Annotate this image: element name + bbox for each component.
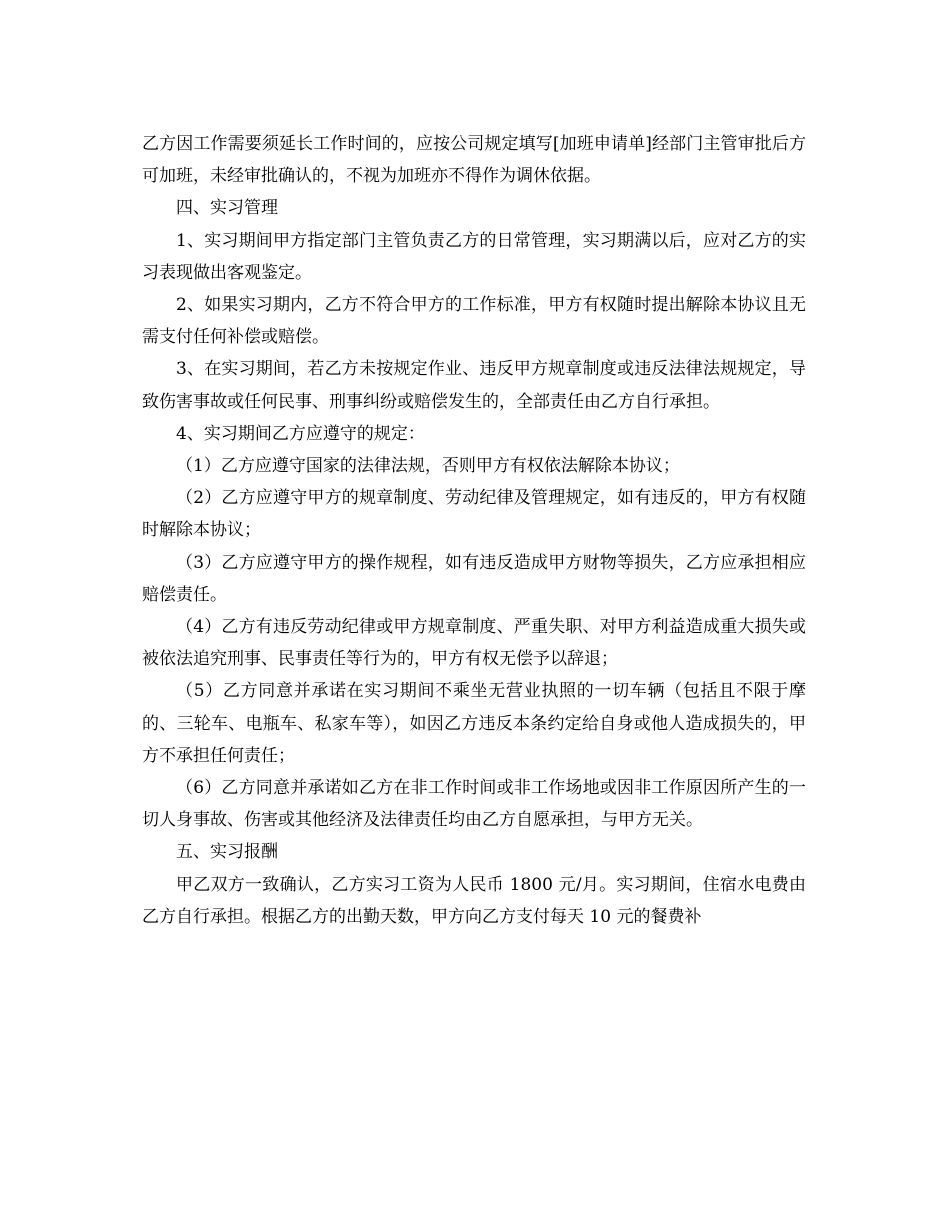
clause-4: 4、实习期间乙方应遵守的规定： xyxy=(176,423,425,444)
paragraph-overtime: 乙方因工作需要须延长工作时间的，应按公司规定填写[加班申请单]经部门主管审批后方可加班，未经审批确认的，不视为加班亦不得作为调休依据。 xyxy=(142,134,806,187)
sub-clause-4: （4）乙方有违反劳动纪律或甲方规章制度、严重失职、对甲方利益造成重大损失或被依法追究刑事、民事责任等行为的，甲方有权无偿予以辞退； xyxy=(142,617,806,670)
sub-clause-2: （2）乙方应遵守甲方的规章制度、劳动纪律及管理规定，如有违反的，甲方有权随时解除本协议； xyxy=(142,488,806,541)
document-body xyxy=(142,128,806,933)
sub-clause-3: （3）乙方应遵守甲方的操作规程，如有违反造成甲方财物等损失，乙方应承担相应赔偿责任。 xyxy=(142,552,806,605)
section-heading-internship-management: 四、实习管理 xyxy=(176,198,278,219)
sub-clause-5: （5）乙方同意并承诺在实习期间不乘坐无营业执照的一切车辆（包括且不限于摩的、三轮车、电瓶车、私家车等），如因乙方违反本条约定给自身或他人造成损失的，甲方不承担任何责任； xyxy=(142,681,806,766)
sub-clause-6: （6）乙方同意并承诺如乙方在非工作时间或非工作场地或因非工作原因所产生的一切人身事故、伤害或其他经济及法律责任均由乙方自愿承担，与甲方无关。 xyxy=(142,778,806,831)
clause-3: 3、在实习期间，若乙方未按规定作业、违反甲方规章制度或违反法律法规规定，导致伤害事故或任何民事、刑事纠纷或赔偿发生的，全部责任由乙方自行承担。 xyxy=(142,359,806,412)
clause-2: 2、如果实习期内，乙方不符合甲方的工作标准，甲方有权随时提出解除本协议且无需支付任何补偿或赔偿。 xyxy=(142,295,806,348)
section-heading-internship-pay: 五、实习报酬 xyxy=(176,842,278,863)
sub-clause-1: （1）乙方应遵守国家的法律法规，否则甲方有权依法解除本协议； xyxy=(176,456,680,477)
paragraph-pay: 甲乙双方一致确认，乙方实习工资为人民币 1800 元/月。实习期间，住宿水电费由乙方自行承担。根据乙方的出勤天数，甲方向乙方支付每天 10 元的餐费补 xyxy=(142,874,806,927)
clause-1: 1、实习期间甲方指定部门主管负责乙方的日常管理，实习期满以后，应对乙方的实习表现做出客观鉴定。 xyxy=(142,230,806,283)
